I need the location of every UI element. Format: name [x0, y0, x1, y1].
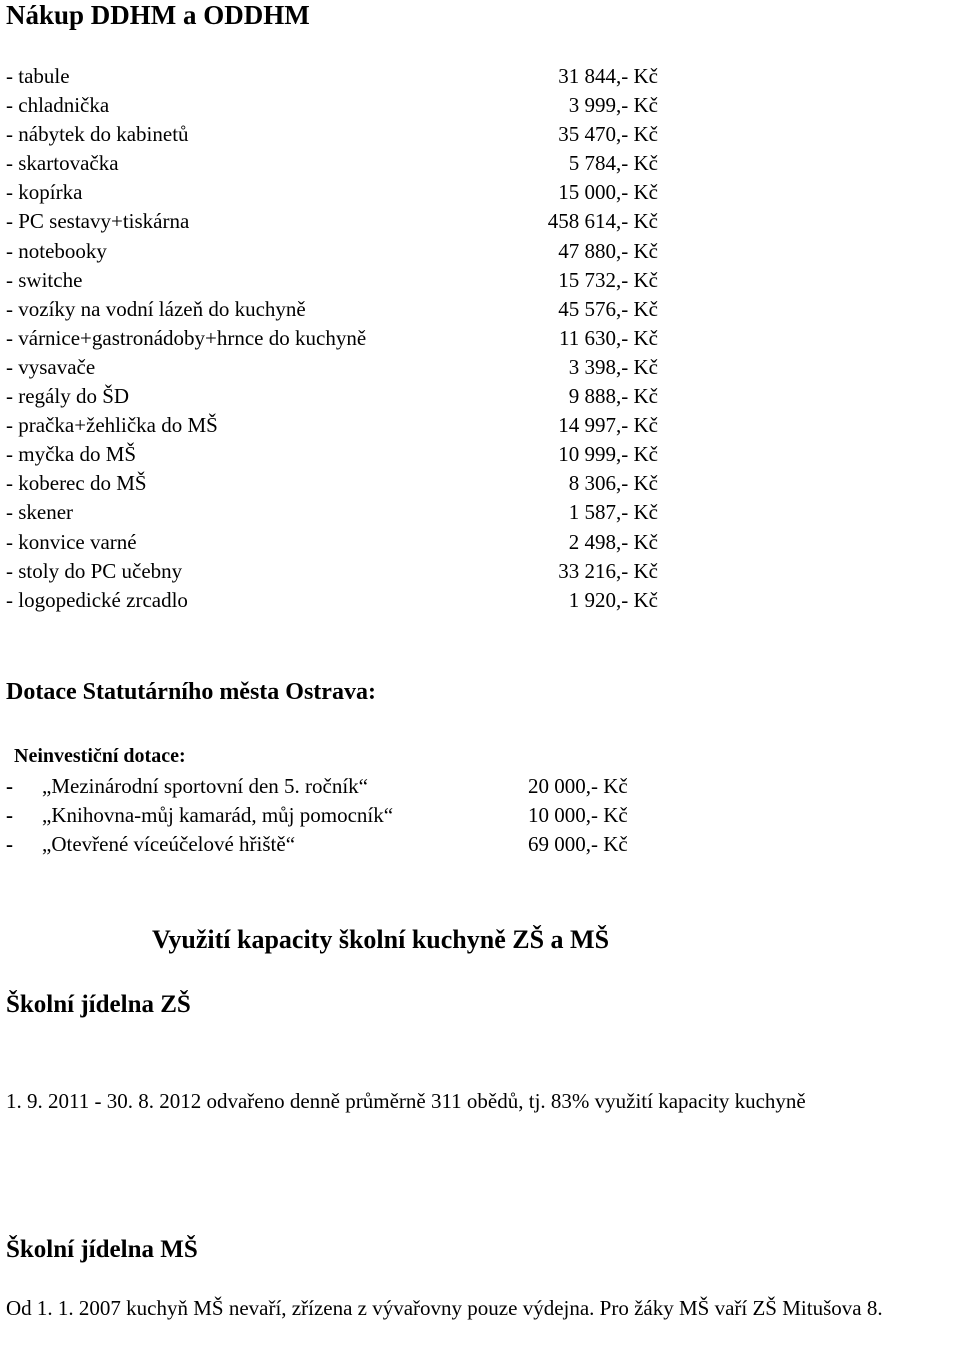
- item-amount: 35 470,- Kč: [558, 122, 658, 147]
- item-label: - skartovačka: [6, 151, 119, 176]
- grant-item: [6, 801, 666, 830]
- list-item: [6, 557, 666, 586]
- item-amount: 11 630,- Kč: [559, 325, 658, 350]
- item-amount: 31 844,- Kč: [558, 64, 658, 88]
- grant-amount: 69 000,- Kč: [528, 832, 628, 856]
- purchase-list: [6, 62, 666, 615]
- list-item: [6, 266, 666, 295]
- item-amount: 14 997,- Kč: [558, 413, 658, 438]
- zs-canteen-text: 1. 9. 2011 - 30. 8. 2012 odvařeno denně průměrně 311 obědů, tj. 83% využití kapacity kuchyně: [6, 1089, 806, 1113]
- item-amount: 1 587,- Kč: [568, 500, 658, 525]
- zs-canteen-heading: Školní jídelna ZŠ: [6, 991, 191, 1018]
- item-label: - pračka+žehlička do MŠ: [6, 413, 218, 438]
- item-amount: 3 398,- Kč: [568, 354, 658, 379]
- list-item: [6, 295, 666, 324]
- list-item: [6, 207, 666, 236]
- list-item: [6, 586, 666, 615]
- list-item: [6, 469, 666, 498]
- item-amount: 33 216,- Kč: [558, 558, 658, 583]
- item-amount: 8 306,- Kč: [568, 471, 658, 496]
- item-amount: 2 498,- Kč: [568, 529, 658, 554]
- grant-name: „Mezinárodní sportovní den 5. ročník“: [42, 774, 368, 798]
- kitchen-capacity-heading: Využití kapacity školní kuchyně ZŠ a MŠ: [152, 925, 610, 954]
- item-label: - logopedické zrcadlo: [6, 587, 188, 612]
- grant-amount: 10 000,- Kč: [528, 803, 628, 827]
- item-amount: 10 999,- Kč: [558, 442, 658, 467]
- page-title: Nákup DDHM a ODDHM: [6, 0, 310, 30]
- item-label: - tabule: [6, 64, 70, 88]
- grant-amount: 20 000,- Kč: [528, 774, 628, 798]
- item-label: - regály do ŠD: [6, 384, 130, 409]
- item-amount: 15 000,- Kč: [558, 180, 658, 205]
- bullet-dash: -: [6, 774, 13, 798]
- list-item: [6, 120, 666, 149]
- item-label: - vozíky na vodní lázeň do kuchyně: [6, 296, 306, 321]
- item-label: - vysavače: [6, 354, 96, 379]
- list-item: [6, 440, 666, 469]
- item-label: - PC sestavy+tiskárna: [6, 209, 190, 234]
- item-amount: 1 920,- Kč: [568, 587, 658, 612]
- item-label: - koberec do MŠ: [6, 471, 147, 496]
- item-amount: 458 614,- Kč: [547, 209, 658, 234]
- item-label: - notebooky: [6, 238, 107, 263]
- item-label: - várnice+gastronádoby+hrnce do kuchyně: [6, 325, 367, 350]
- list-item: [6, 324, 666, 353]
- item-label: - konvice varné: [6, 529, 137, 554]
- ms-canteen-heading: Školní jídelna MŠ: [6, 1236, 198, 1263]
- item-label: - kopírka: [6, 180, 83, 205]
- item-label: - stoly do PC učebny: [6, 558, 183, 583]
- item-amount: 5 784,- Kč: [568, 151, 658, 176]
- bullet-dash: -: [6, 832, 13, 856]
- list-item: [6, 237, 666, 266]
- item-label: - myčka do MŠ: [6, 442, 137, 467]
- list-item: [6, 411, 666, 440]
- item-amount: 15 732,- Kč: [558, 267, 658, 292]
- grant-list: [6, 772, 666, 859]
- list-item: [6, 62, 666, 91]
- list-item: [6, 498, 666, 527]
- item-amount: 3 999,- Kč: [568, 93, 658, 118]
- list-item: [6, 528, 666, 557]
- item-label: - nábytek do kabinetů: [6, 122, 189, 147]
- ms-canteen-text: Od 1. 1. 2007 kuchyň MŠ nevaří, zřízena z vývařovny pouze výdejna. Pro žáky MŠ vaří ZŠ Mitušova 8.: [6, 1296, 883, 1320]
- item-label: - skener: [6, 500, 74, 525]
- grant-item: [6, 830, 666, 859]
- grant-name: „Knihovna-můj kamarád, můj pomocník“: [42, 803, 394, 827]
- item-label: - chladnička: [6, 93, 110, 118]
- grants-heading: Dotace Statutárního města Ostrava:: [6, 679, 376, 705]
- list-item: [6, 353, 666, 382]
- list-item: [6, 91, 666, 120]
- item-label: - switche: [6, 267, 83, 292]
- list-item: [6, 382, 666, 411]
- item-amount: 45 576,- Kč: [558, 296, 658, 321]
- grant-item: [6, 772, 666, 801]
- item-amount: 47 880,- Kč: [558, 238, 658, 263]
- grant-name: „Otevřené víceúčelové hřiště“: [42, 832, 296, 856]
- bullet-dash: -: [6, 803, 13, 827]
- grants-subheading: Neinvestiční dotace:: [14, 745, 186, 767]
- item-amount: 9 888,- Kč: [568, 384, 658, 409]
- list-item: [6, 149, 666, 178]
- list-item: [6, 178, 666, 207]
